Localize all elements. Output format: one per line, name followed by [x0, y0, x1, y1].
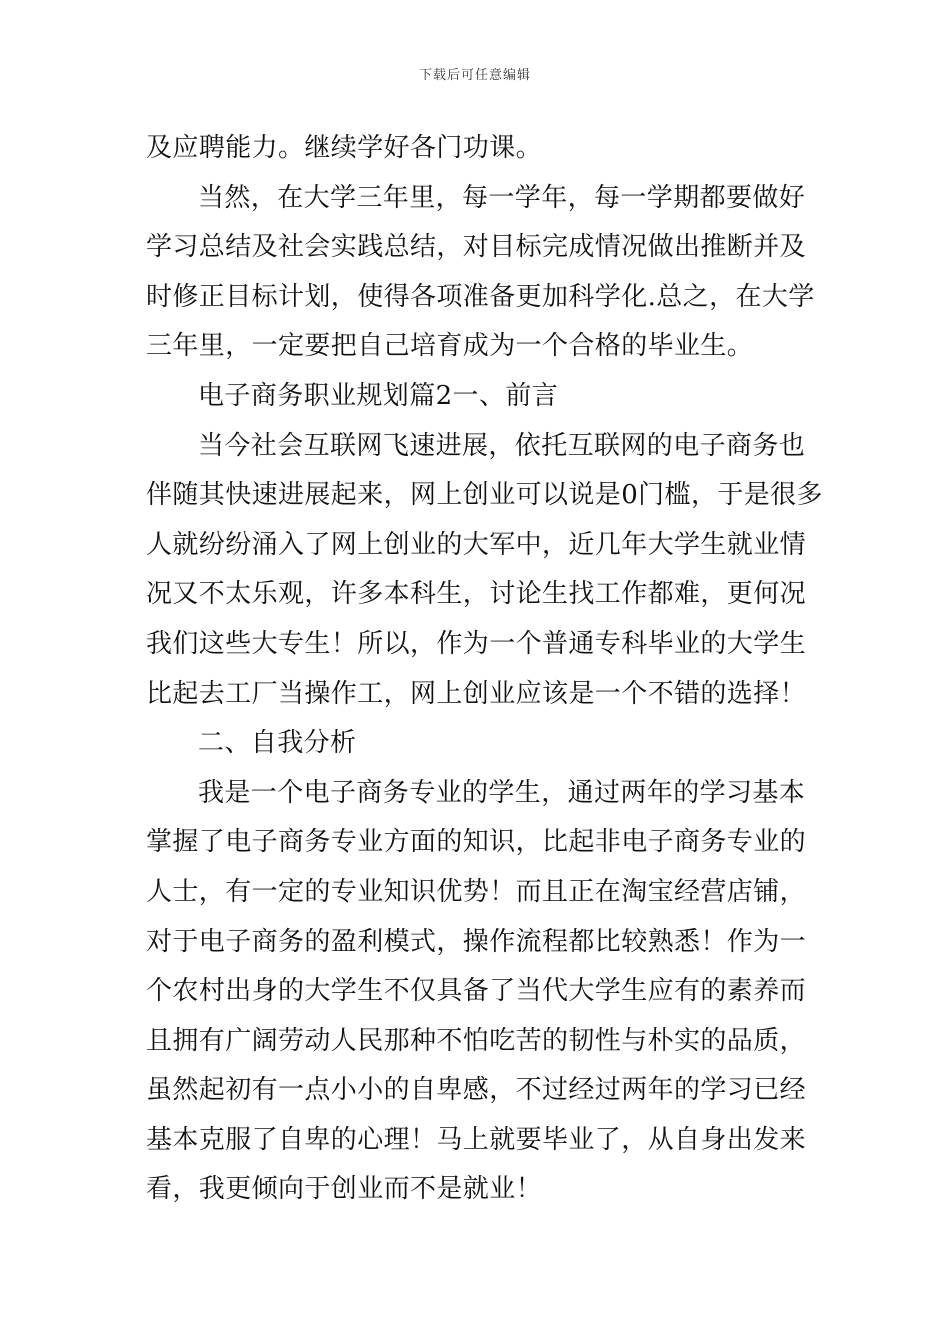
- text-line: 基本克服了自卑的心理！马上就要毕业了，从自身出发来: [146, 1124, 807, 1155]
- text-line: 当然，在大学三年里，每一学年，每一学期都要做好: [198, 182, 806, 213]
- text-line: 人就纷纷涌入了网上创业的大军中，近几年大学生就业情: [146, 529, 807, 560]
- text-line: 掌握了电子商务专业方面的知识，比起非电子商务专业的: [146, 827, 807, 858]
- text-line: 比起去工厂当操作工，网上创业应该是一个不错的选择！: [146, 678, 807, 709]
- document-body: [146, 124, 823, 1215]
- text-line: 三年里，一定要把自己培育成为一个合格的毕业生。: [146, 331, 754, 362]
- text-line: 虽然起初有一点小小的自卑感，不过经过两年的学习已经: [146, 1075, 807, 1106]
- text-line: 学习总结及社会实践总结，对目标完成情况做出推断并及: [146, 232, 807, 263]
- text-line: 当今社会互联网飞速进展，依托互联网的电子商务也: [198, 430, 806, 461]
- section-heading: 二、自我分析: [198, 728, 357, 759]
- text-line: 伴随其快速进展起来，网上创业可以说是0门槛，于是很多: [146, 480, 823, 511]
- section-heading: 电子商务职业规划篇2一、前言: [198, 380, 559, 411]
- text-line: 看，我更倾向于创业而不是就业！: [146, 1174, 543, 1205]
- text-line: 对于电子商务的盈利模式，操作流程都比较熟悉！作为一: [146, 926, 807, 957]
- text-line: 我们这些大专生！所以，作为一个普通专科毕业的大学生: [146, 628, 807, 659]
- page-header: 下载后可任意编辑: [418, 68, 531, 83]
- text-line: 时修正目标计划，使得各项准备更加科学化.总之，在大学: [146, 281, 815, 312]
- text-line: 及应聘能力。继续学好各门功课。: [146, 133, 543, 163]
- text-line: 我是一个电子商务专业的学生，通过两年的学习基本: [198, 777, 806, 808]
- text-line: 且拥有广阔劳动人民那种不怕吃苦的韧性与朴实的品质，: [146, 1025, 807, 1056]
- text-line: 人士，有一定的专业知识优势！而且正在淘宝经营店铺，: [146, 876, 807, 907]
- text-line: 个农村出身的大学生不仅具备了当代大学生应有的素养而: [146, 976, 807, 1007]
- text-line: 况又不太乐观，许多本科生，讨论生找工作都难，更何况: [146, 579, 807, 610]
